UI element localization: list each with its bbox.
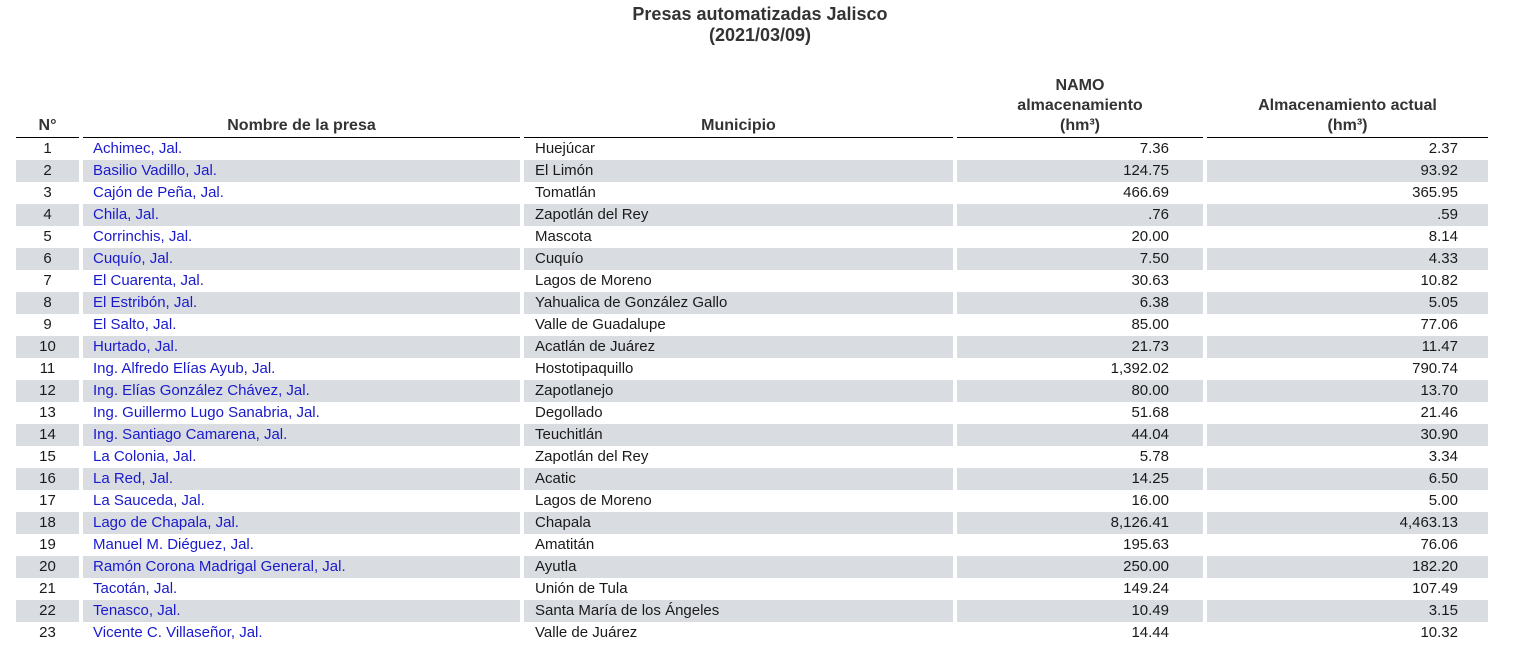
table-row	[16, 182, 1488, 204]
table-row	[16, 424, 1488, 446]
actual-value: 10.32	[1420, 624, 1458, 641]
dam-name-link[interactable]: Chila, Jal.	[83, 204, 520, 226]
col-header-number: N°	[16, 76, 79, 138]
row-number: 16	[16, 468, 79, 490]
namo-value: 1,392.02	[1110, 360, 1169, 377]
table-row	[16, 600, 1488, 622]
table-row	[16, 292, 1488, 314]
actual-value: 8.14	[1428, 228, 1458, 245]
actual-value: 4,463.13	[1207, 512, 1488, 534]
namo-value: 6.38	[957, 292, 1203, 314]
namo-value: 7.36	[1139, 140, 1169, 157]
dam-name-link[interactable]: Tacotán, Jal.	[93, 580, 178, 597]
namo-value: 51.68	[1131, 404, 1169, 421]
actual-value: 76.06	[1420, 536, 1458, 553]
row-number: 10	[16, 336, 79, 358]
row-number: 21	[39, 580, 56, 597]
row-number: 18	[16, 512, 79, 534]
municipio-cell: Lagos de Moreno	[535, 492, 652, 509]
table-row	[16, 512, 1488, 534]
actual-value: 13.70	[1207, 380, 1488, 402]
row-number: 9	[43, 316, 52, 333]
table-row	[16, 446, 1488, 468]
municipio-cell: Lagos de Moreno	[535, 272, 652, 289]
dam-name-link[interactable]: Ing. Santiago Camarena, Jal.	[83, 424, 520, 446]
municipio-cell: Cuquío	[524, 248, 953, 270]
actual-value: 30.90	[1207, 424, 1488, 446]
table-row	[16, 358, 1488, 380]
col-header-actual-line1: Almacenamiento actual	[1258, 97, 1437, 114]
actual-value: 4.33	[1207, 248, 1488, 270]
actual-value: 107.49	[1412, 580, 1458, 597]
municipio-cell: Valle de Guadalupe	[535, 316, 666, 333]
actual-value: 365.95	[1412, 184, 1458, 201]
namo-value: 10.49	[957, 600, 1203, 622]
table-row	[16, 226, 1488, 248]
row-number: 19	[39, 536, 56, 553]
dam-name-link[interactable]: Tenasco, Jal.	[83, 600, 520, 622]
row-number: 5	[43, 228, 52, 245]
actual-value: 11.47	[1207, 336, 1488, 358]
namo-value: 14.44	[1131, 624, 1169, 641]
dam-name-link[interactable]: Lago de Chapala, Jal.	[83, 512, 520, 534]
table-row	[16, 490, 1488, 512]
report-title: Presas automatizadas Jalisco	[632, 4, 888, 24]
row-number: 2	[16, 160, 79, 182]
dam-name-link[interactable]: Achimec, Jal.	[93, 140, 183, 157]
municipio-cell: Tomatlán	[535, 184, 596, 201]
row-number: 6	[16, 248, 79, 270]
row-number: 7	[43, 272, 52, 289]
namo-value: 5.78	[1139, 448, 1169, 465]
namo-value: 16.00	[1131, 492, 1169, 509]
dam-name-link[interactable]: La Colonia, Jal.	[93, 448, 197, 465]
municipio-cell: Yahualica de González Gallo	[524, 292, 953, 314]
table-row	[16, 138, 1488, 160]
table-row	[16, 556, 1488, 578]
actual-value: 5.00	[1428, 492, 1458, 509]
dam-name-link[interactable]: El Estribón, Jal.	[83, 292, 520, 314]
actual-value: 5.05	[1207, 292, 1488, 314]
row-number: 11	[39, 360, 56, 377]
dams-table	[12, 76, 1492, 644]
table-row	[16, 248, 1488, 270]
actual-value: 182.20	[1207, 556, 1488, 578]
row-number: 20	[16, 556, 79, 578]
municipio-cell: El Limón	[524, 160, 953, 182]
actual-value: 6.50	[1207, 468, 1488, 490]
row-number: 17	[39, 492, 56, 509]
table-row	[16, 402, 1488, 424]
dam-name-link[interactable]: Basilio Vadillo, Jal.	[83, 160, 520, 182]
dam-name-link[interactable]: Manuel M. Diéguez, Jal.	[93, 536, 254, 553]
namo-value: 21.73	[957, 336, 1203, 358]
dam-name-link[interactable]: Ing. Alfredo Elías Ayub, Jal.	[93, 360, 276, 377]
row-number: 8	[16, 292, 79, 314]
namo-value: 85.00	[1131, 316, 1169, 333]
municipio-cell: Degollado	[535, 404, 603, 421]
col-header-actual-unit: (hm³)	[1327, 117, 1368, 134]
actual-value: 21.46	[1420, 404, 1458, 421]
actual-value: 10.82	[1420, 272, 1458, 289]
row-number: 23	[39, 624, 56, 641]
actual-value: 3.34	[1428, 448, 1458, 465]
actual-value: 3.15	[1207, 600, 1488, 622]
report-title-block	[0, 0, 1520, 46]
row-number: 1	[43, 140, 52, 157]
col-header-namo-line1: NAMO	[1055, 77, 1105, 94]
col-header-namo-unit: (hm³)	[1060, 117, 1100, 134]
municipio-cell: Valle de Juárez	[535, 624, 638, 641]
dam-name-link[interactable]: Vicente C. Villaseñor, Jal.	[93, 624, 263, 641]
namo-value: 250.00	[957, 556, 1203, 578]
dam-name-link[interactable]: Ramón Corona Madrigal General, Jal.	[83, 556, 520, 578]
row-number: 4	[16, 204, 79, 226]
table-row	[16, 468, 1488, 490]
dam-name-link[interactable]: Hurtado, Jal.	[83, 336, 520, 358]
namo-value: 124.75	[957, 160, 1203, 182]
municipio-cell: Amatitán	[535, 536, 595, 553]
table-row	[16, 314, 1488, 336]
municipio-cell: Huejúcar	[535, 140, 596, 157]
col-header-namo	[957, 76, 1203, 138]
table-header-row	[16, 76, 1488, 138]
table-row	[16, 622, 1488, 644]
namo-value: 7.50	[957, 248, 1203, 270]
namo-value: 80.00	[957, 380, 1203, 402]
namo-value: 8,126.41	[957, 512, 1203, 534]
namo-value: 44.04	[957, 424, 1203, 446]
col-header-namo-line2: almacenamiento	[1017, 97, 1143, 114]
col-header-name: Nombre de la presa	[83, 76, 520, 138]
dam-name-link[interactable]: Ing. Elías González Chávez, Jal.	[83, 380, 520, 402]
actual-value: 77.06	[1420, 316, 1458, 333]
table-row	[16, 336, 1488, 358]
table-row	[16, 204, 1488, 226]
dam-name-link[interactable]: El Salto, Jal.	[93, 316, 177, 333]
table-row	[16, 160, 1488, 182]
actual-value: 790.74	[1412, 360, 1458, 377]
municipio-cell: Zapotlán del Rey	[524, 204, 953, 226]
municipio-cell: Chapala	[524, 512, 953, 534]
row-number: 22	[16, 600, 79, 622]
municipio-cell: Teuchitlán	[524, 424, 953, 446]
dam-name-link[interactable]: El Cuarenta, Jal.	[93, 272, 204, 289]
namo-value: 30.63	[1131, 272, 1169, 289]
row-number: 13	[39, 404, 56, 421]
report-date: (2021/03/09)	[708, 25, 812, 45]
actual-value: .59	[1207, 204, 1488, 226]
municipio-cell: Acatlán de Juárez	[524, 336, 953, 358]
namo-value: 14.25	[957, 468, 1203, 490]
dam-name-link[interactable]: Ing. Guillermo Lugo Sanabria, Jal.	[93, 404, 320, 421]
municipio-cell: Hostotipaquillo	[535, 360, 634, 377]
namo-value: 20.00	[1131, 228, 1169, 245]
namo-value: 466.69	[1123, 184, 1169, 201]
actual-value: 2.37	[1428, 140, 1458, 157]
municipio-cell: Ayutla	[524, 556, 953, 578]
municipio-cell: Unión de Tula	[535, 580, 628, 597]
municipio-cell: Mascota	[535, 228, 592, 245]
dam-name-link[interactable]: La Sauceda, Jal.	[93, 492, 205, 509]
row-number: 15	[39, 448, 56, 465]
namo-value: .76	[957, 204, 1203, 226]
table-body	[16, 138, 1488, 644]
municipio-cell: Zapotlán del Rey	[535, 448, 649, 465]
namo-value: 149.24	[1123, 580, 1169, 597]
municipio-cell: Acatic	[524, 468, 953, 490]
row-number: 3	[43, 184, 52, 201]
table-row	[16, 534, 1488, 556]
row-number: 14	[16, 424, 79, 446]
municipio-cell: Santa María de los Ángeles	[524, 600, 953, 622]
dam-name-link[interactable]: Cuquío, Jal.	[83, 248, 520, 270]
actual-value: 93.92	[1207, 160, 1488, 182]
table-row	[16, 380, 1488, 402]
col-header-municipio: Municipio	[524, 76, 953, 138]
col-header-actual	[1207, 76, 1488, 138]
namo-value: 195.63	[1123, 536, 1169, 553]
table-row	[16, 270, 1488, 292]
table-row	[16, 578, 1488, 600]
dam-name-link[interactable]: Cajón de Peña, Jal.	[93, 184, 224, 201]
dam-name-link[interactable]: Corrinchis, Jal.	[93, 228, 193, 245]
row-number: 12	[16, 380, 79, 402]
dam-name-link[interactable]: La Red, Jal.	[83, 468, 520, 490]
municipio-cell: Zapotlanejo	[524, 380, 953, 402]
